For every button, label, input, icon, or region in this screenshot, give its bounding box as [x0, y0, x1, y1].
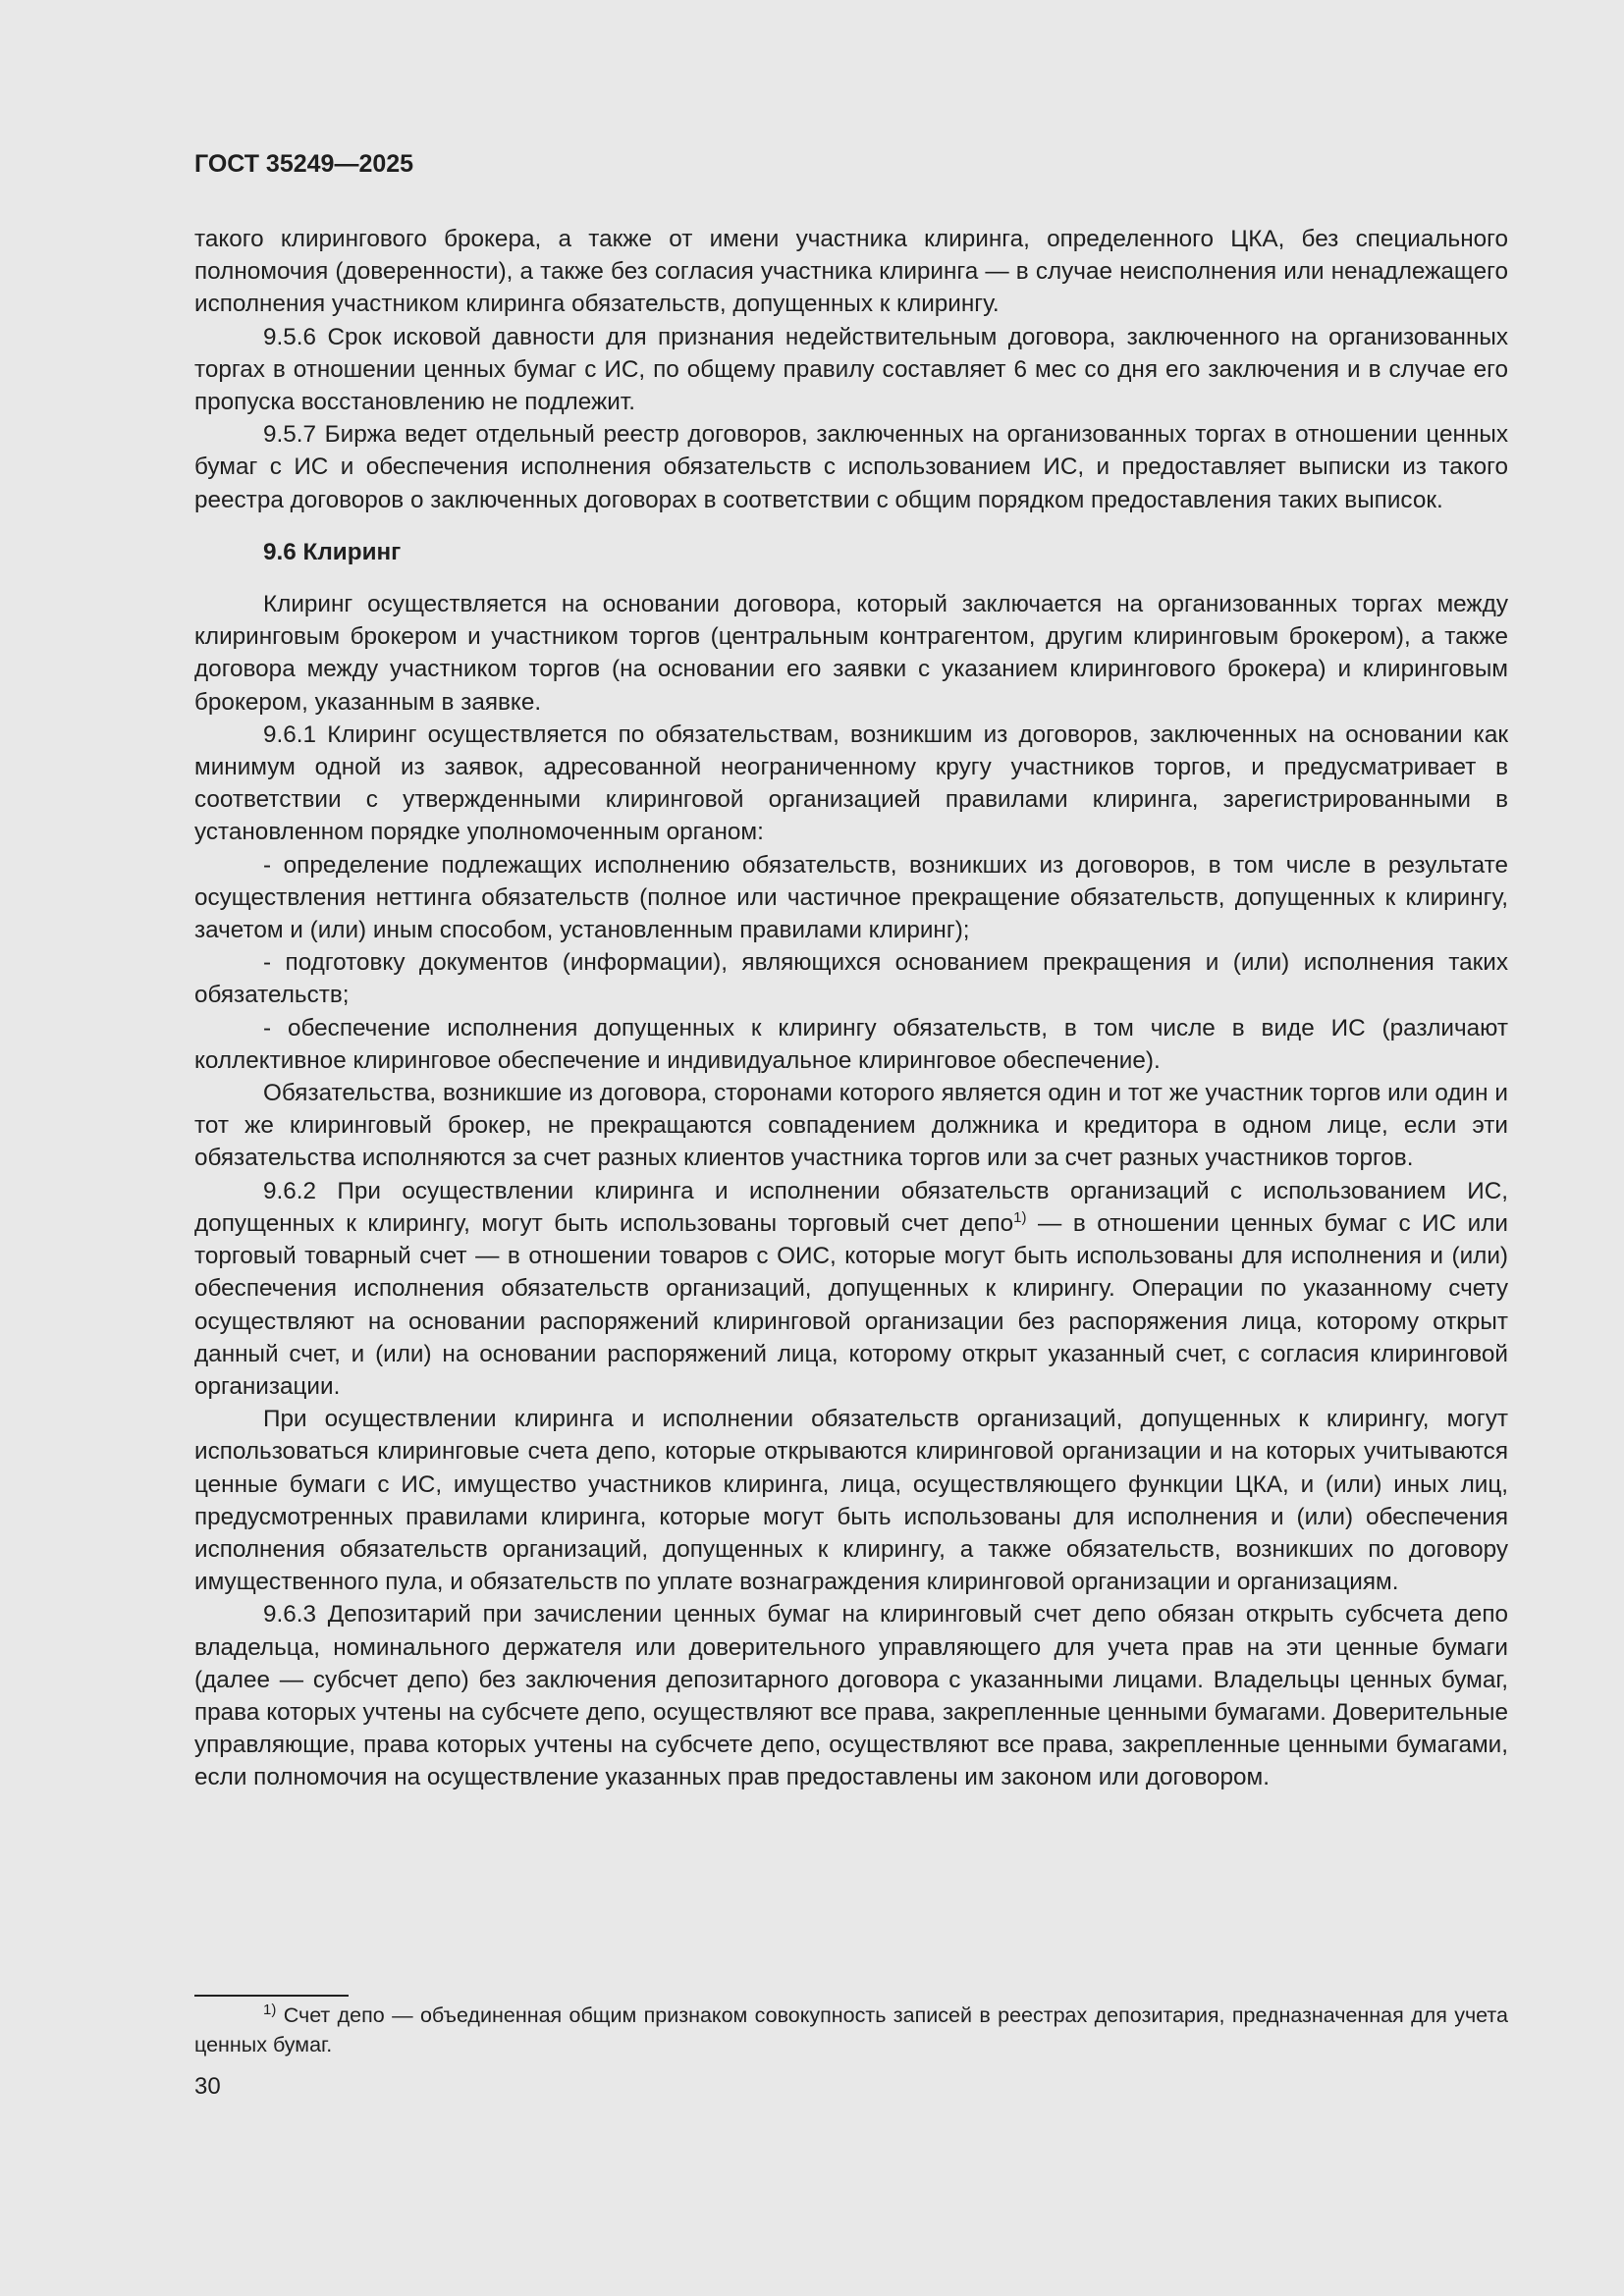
- list-item-collateral: - обеспечение исполнения допущенных к клирингу обязательств, в том числе в виде ИС (различают коллективное клиринговое обеспечение и индивидуальное клиринговое обеспечение).: [194, 1014, 1508, 1074]
- document-body: [194, 223, 1508, 1794]
- standard-header: ГОСТ 35249—2025: [194, 150, 414, 178]
- clause-9-6-2-text-after: — в отношении ценных бумаг с ИС или торговый товарный счет — в отношении товаров с ОИС, которые могут быть использованы для исполнения и (или) обеспечения исполнения обязательств организаций, допущенных к клирингу. Операции по указанному счету осуществляют на основании распоряжений клиринговой организации без распоряжения лица, которому открыт данный счет, и (или) на основании распоряжений лица, которому открыт указанный счет, с согласия клиринговой организации.: [194, 1209, 1509, 1400]
- paragraph-continuation: такого клирингового брокера, а также от имени участника клиринга, определенного ЦКА, без специального полномочия (доверенности), а также без согласия участника клиринга — в случае неисполнения или ненадлежащего исполнения участником клиринга обязательств, допущенных к клирингу.: [194, 226, 1508, 318]
- paragraph-clearing-accounts: При осуществлении клиринга и исполнении обязательств организаций, допущенных к клирингу, могут использоваться клиринговые счета депо, которые открываются клиринговой организации и на которых учитываются ценные бумаги с ИС, имущество участников клиринга, лица, осуществляющего функции ЦКА, и (или) иных лиц, предусмотренных правилами клиринга, которые могут быть использованы для исполнения и (или) обеспечения исполнения обязательств организаций, допущенных к клирингу, а также обязательств, возникших по договору имущественного пула, и обязательств по уплате вознаграждения клиринговой организации и организациям.: [194, 1406, 1508, 1596]
- list-item-netting: - определение подлежащих исполнению обязательств, возникших из договоров, в том числе в результате осуществления неттинга обязательств (полное или частичное прекращение обязательств, допущенных к клирингу, зачетом и (или) иным способом, установленным правилами клиринг);: [194, 851, 1508, 944]
- footnote-divider: [194, 1995, 349, 1997]
- clause-9-5-7: 9.5.7 Биржа ведет отдельный реестр договоров, заключенных на организованных торгах в отношении ценных бумаг с ИС и обеспечения исполнения обязательств с использованием ИС, и предоставляет выписки из такого реестра договоров о заключенных договорах в соответствии с общим порядком предоставления таких выписок.: [194, 421, 1508, 513]
- footnote-mark: 1): [263, 2001, 277, 2018]
- footnote: [194, 2001, 1508, 2059]
- paragraph-clearing-intro: Клиринг осуществляется на основании договора, который заключается на организованных торгах между клиринговым брокером и участником торгов (центральным контрагентом, другим клиринговым брокером), а также договора между участником торгов (на основании его заявки с указанием клирингового брокера) и клиринговым брокером, указанным в заявке.: [194, 591, 1508, 716]
- clause-9-6-3: 9.6.3 Депозитарий при зачислении ценных бумаг на клиринговый счет депо обязан открыть субсчета депо владельца, номинального держателя или доверительного управляющего для учета прав на эти ценные бумаги (далее — субсчет депо) без заключения депозитарного договора с указанными лицами. Владельцы ценных бумаг, права которых учтены на субсчете депо, осуществляют все права, закрепленные ценными бумагами. Доверительные управляющие, права которых учтены на субсчете депо, осуществляют все права, закрепленные ценными бумагами, если полномочия на осуществление указанных прав предоставлены им законом или договором.: [194, 1601, 1508, 1791]
- clause-9-6-1: 9.6.1 Клиринг осуществляется по обязательствам, возникшим из договоров, заключенных на основании как минимум одной из заявок, адресованной неограниченному кругу участников торгов, и предусматривает в соответствии с утвержденными клиринговой организацией правилами клиринга, зарегистрированными в установленном порядке уполномоченным органом:: [194, 721, 1508, 846]
- section-heading-9-6: 9.6 Клиринг: [263, 538, 402, 565]
- footnote-reference[interactable]: 1): [1013, 1208, 1027, 1226]
- clause-9-5-6: 9.5.6 Срок исковой давности для признания недействительным договора, заключенного на организованных торгах в отношении ценных бумаг с ИС, по общему правилу составляет 6 мес со дня его заключения и в случае его пропуска восстановлению не подлежит.: [194, 323, 1508, 416]
- footnote-text: Счет депо — объединенная общим признаком совокупность записей в реестрах депозитария, предназначенная для учета ценных бумаг.: [194, 2003, 1508, 2056]
- clause-9-6-2: [194, 1175, 1508, 1403]
- clause-9-6-2-text-before: 9.6.2 При осуществлении клиринга и исполнении обязательств организаций с использованием ИС, допущенных к клирингу, могут быть использованы торговый счет депо: [194, 1177, 1508, 1237]
- page-number: 30: [194, 2073, 221, 2100]
- list-item-documents: - подготовку документов (информации), являющихся основанием прекращения и (или) исполнения таких обязательств;: [194, 949, 1508, 1009]
- paragraph-obligations: Обязательства, возникшие из договора, сторонами которого является один и тот же участник торгов или один и тот же клиринговый брокер, не прекращаются совпадением должника и кредитора в одном лице, если эти обязательства исполняются за счет разных клиентов участника торгов или за счет разных участников торгов.: [194, 1080, 1508, 1172]
